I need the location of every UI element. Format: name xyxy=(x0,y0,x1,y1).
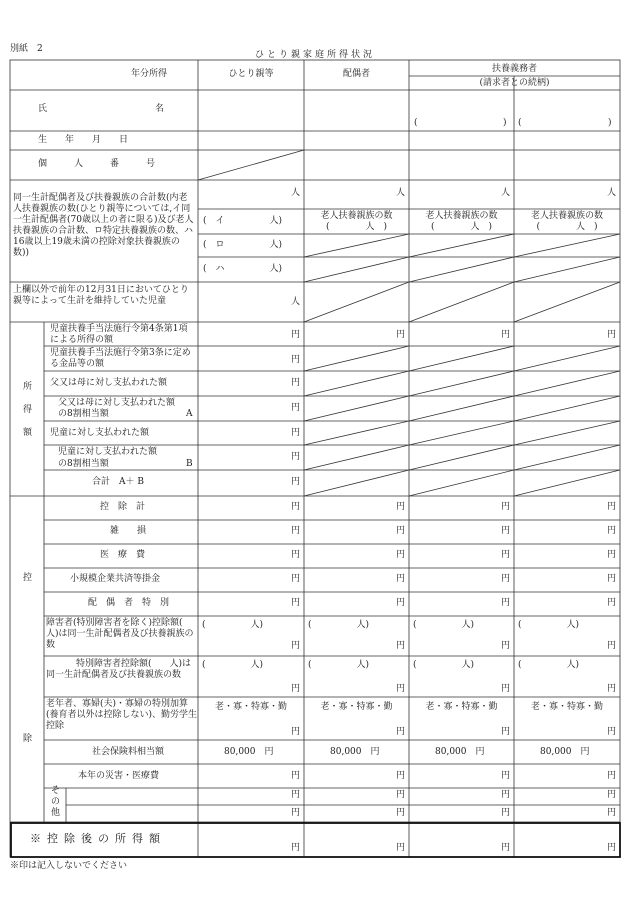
col-header-dependent: 扶養義務者 xyxy=(491,64,537,74)
col-header-relation: (請求者との続柄) xyxy=(479,78,550,88)
dependents-count-dep2: 人 xyxy=(606,188,616,198)
deduction-spouse-special-spouse-yen: 円 xyxy=(395,598,405,608)
elderly-count-spouse-paren: ( 人 ) xyxy=(325,222,388,232)
footnote: ※印は記入しないでください xyxy=(10,861,128,871)
deduction-medical-spouse-yen: 円 xyxy=(395,550,405,560)
col-header-spouse: 配偶者 xyxy=(342,69,370,79)
deduction-disaster-label: 本年の災害・医療費 xyxy=(78,771,160,781)
deduction-medical-parent-yen: 円 xyxy=(290,550,300,560)
deduction-misc-label: 雑 損 xyxy=(110,526,147,536)
col-header-item: 年分所得 xyxy=(130,69,167,79)
income-r2-parent-yen: 円 xyxy=(290,355,300,365)
annex-label: 別紙 2 xyxy=(10,44,43,54)
deduction-other-1-dep1-yen: 円 xyxy=(500,790,510,800)
deduction-spouse-special-dep2-yen: 円 xyxy=(606,598,616,608)
elderly-count-dep2-paren: ( 人 ) xyxy=(536,222,598,232)
income-section-char-1: 所 xyxy=(23,382,33,392)
deduction-paren-2-dep1: ( 人) xyxy=(413,660,475,670)
deduction-other-1-parent-yen: 円 xyxy=(290,790,300,800)
deduction-special-disabled-dep1-yen: 円 xyxy=(500,684,510,694)
deduction-smallbiz-dep1-yen: 円 xyxy=(500,574,510,584)
income-r1-dep2-yen: 円 xyxy=(606,330,616,340)
deduction-other-2-dep1-yen: 円 xyxy=(500,808,510,818)
income-row-paid-to-child: 児童に対し支払われた額 xyxy=(50,428,150,438)
deduction-disabled-dep1-yen: 円 xyxy=(500,641,510,651)
dependents-label: 同一生計配偶者及び扶養親族の合計数(内老人扶養親族の数(ひとり親等については,イ同一生計配偶者(70歳以上の者に限る)及び老人扶養親族の合計数、ロ特定扶養親族の数、ハ16歳以上19歳未満の控除対象扶養親族の数)) xyxy=(13,193,194,258)
deduction-other-char-2: の xyxy=(51,797,61,807)
deduction-widow-parent-yen: 円 xyxy=(290,727,300,737)
dependents-count-dep1: 人 xyxy=(500,188,510,198)
relation-paren-open-2: ( xyxy=(518,118,522,128)
social-insurance-parent: 80,000 円 xyxy=(224,747,274,757)
deduction-special-disabled-spouse-yen: 円 xyxy=(395,684,405,694)
deduction-total-parent-yen: 円 xyxy=(290,502,300,512)
deduction-spouse-special-parent-yen: 円 xyxy=(290,598,300,608)
dependents-ha: ( ハ 人) xyxy=(203,264,283,274)
deduction-disaster-parent-yen: 円 xyxy=(290,771,300,781)
deduction-other-2-dep2-yen: 円 xyxy=(606,808,616,818)
deduction-other-1-spouse-yen: 円 xyxy=(395,790,405,800)
deduction-smallbiz-dep2-yen: 円 xyxy=(606,574,616,584)
deduction-paren-2-spouse: ( 人) xyxy=(308,660,370,670)
col-header-parent: ひとり親等 xyxy=(228,69,274,79)
deduction-medical-dep1-yen: 円 xyxy=(500,550,510,560)
income-row-paid-to-parent-80-line2: の8割相当額 xyxy=(58,409,109,419)
dependents-count-parent: 人 xyxy=(290,188,300,198)
deduction-special-disabled-parent-yen: 円 xyxy=(290,684,300,694)
deduction-other-char-3: 他 xyxy=(51,808,61,818)
deduction-misc-dep1-yen: 円 xyxy=(500,526,510,536)
deduction-total-dep2-yen: 円 xyxy=(606,502,616,512)
deduction-misc-spouse-yen: 円 xyxy=(395,526,405,536)
deduction-paren-1-dep2: ( 人) xyxy=(518,620,580,630)
deduction-disabled-dep2-yen: 円 xyxy=(606,641,616,651)
relation-paren-close-1: ) xyxy=(503,118,507,128)
final-income-label: ※控除後の所得額 xyxy=(30,832,166,845)
final-income-dep2-yen: 円 xyxy=(606,843,616,853)
deduction-widow-spouse-yen: 円 xyxy=(395,727,405,737)
elderly-count-dep1-paren: ( 人 ) xyxy=(430,222,493,232)
deduction-paren-1-parent: ( 人) xyxy=(202,620,264,630)
deduction-total-label: 控 除 計 xyxy=(100,502,146,512)
deduction-medical-dep2-yen: 円 xyxy=(606,550,616,560)
elderly-count-spouse: 老人扶養親族の数 xyxy=(320,211,393,221)
deduction-other-2-spouse-yen: 円 xyxy=(395,808,405,818)
widow-options-spouse: 老・寡・特寡・勤 xyxy=(320,702,393,712)
deduction-disaster-dep2-yen: 円 xyxy=(606,771,616,781)
income-total-parent-yen: 円 xyxy=(290,477,300,487)
deduction-spouse-special-dep1-yen: 円 xyxy=(500,598,510,608)
name-label: 氏 名 xyxy=(38,104,165,114)
children-label: 上欄以外で前年の12月31日においてひとり親等によって生計を維持していた児童 xyxy=(13,285,189,306)
income-mark-b: B xyxy=(186,459,193,469)
birthdate-label: 生 年 月 日 xyxy=(38,135,129,145)
deduction-paren-2-dep2: ( 人) xyxy=(518,660,580,670)
deduction-medical-label: 医 療 費 xyxy=(100,550,146,560)
income-section-char-2: 得 xyxy=(23,405,33,415)
income-r1-spouse-yen: 円 xyxy=(395,330,405,340)
deduction-total-spouse-yen: 円 xyxy=(395,502,405,512)
final-income-parent-yen: 円 xyxy=(290,843,300,853)
deduction-misc-dep2-yen: 円 xyxy=(606,526,616,536)
deduction-widow-label: 老年者、寡婦(夫)・寡婦の特別加算(養育者以外は控除しない)、勤労学生控除 xyxy=(46,699,198,731)
income-row-paid-to-parent: 父又は母に対し支払われた額 xyxy=(50,378,168,388)
income-row-paid-to-child-80-line2: の8割相当額 xyxy=(58,459,109,469)
deduction-disaster-dep1-yen: 円 xyxy=(500,771,510,781)
deduction-spouse-special-label: 配 偶 者 特 別 xyxy=(88,598,170,608)
final-income-spouse-yen: 円 xyxy=(395,843,405,853)
deduction-total-dep1-yen: 円 xyxy=(500,502,510,512)
deduction-widow-dep2-yen: 円 xyxy=(606,727,616,737)
widow-options-dep1: 老・寡・特寡・勤 xyxy=(425,702,498,712)
deduction-smallbiz-label: 小規模企業共済等掛金 xyxy=(70,574,161,584)
final-income-dep1-yen: 円 xyxy=(500,843,510,853)
deduction-disabled-label: 障害者(特別障害者を除く)控除額( 人)は同一生計配偶者及び扶養親族の数 xyxy=(46,618,201,650)
income-r3-parent-yen: 円 xyxy=(290,378,300,388)
social-insurance-dep1: 80,000 円 xyxy=(435,747,485,757)
income-row-paid-to-child-80: 児童に対し支払われた額 xyxy=(58,447,158,457)
form-title: ひとり親家庭所得状況 xyxy=(254,50,375,60)
deduction-social-insurance-label: 社会保険料相当額 xyxy=(92,747,165,757)
deduction-misc-parent-yen: 円 xyxy=(290,526,300,536)
widow-options-dep2: 老・寡・特寡・勤 xyxy=(530,702,603,712)
income-r5-parent-yen: 円 xyxy=(290,428,300,438)
deduction-smallbiz-parent-yen: 円 xyxy=(290,574,300,584)
deduction-disaster-spouse-yen: 円 xyxy=(395,771,405,781)
deduction-smallbiz-spouse-yen: 円 xyxy=(395,574,405,584)
deduction-section-char-2: 除 xyxy=(23,734,33,744)
income-row-ordinance-4: 児童扶養手当法施行令第4条第1項による所得の額 xyxy=(50,324,188,345)
income-row-ordinance-3: 児童扶養手当法施行令第3条に定める金品等の額 xyxy=(50,348,191,369)
dependents-i: ( イ 人) xyxy=(203,216,283,226)
deduction-other-char-1: そ xyxy=(51,786,61,796)
relation-paren-open-1: ( xyxy=(414,118,418,128)
deduction-special-disabled-label: 特別障害者控除額( 人)は同一生計配偶者及び扶養親族の数 xyxy=(46,659,192,680)
dependents-ro: ( ロ 人) xyxy=(203,240,283,250)
deduction-paren-1-dep1: ( 人) xyxy=(413,620,475,630)
deduction-other-2-parent-yen: 円 xyxy=(290,808,300,818)
deduction-paren-2-parent: ( 人) xyxy=(202,660,264,670)
income-r1-parent-yen: 円 xyxy=(290,330,300,340)
income-total-label: 合計 A＋ B xyxy=(92,477,144,487)
deduction-other-1-dep2-yen: 円 xyxy=(606,790,616,800)
social-insurance-spouse: 80,000 円 xyxy=(330,747,380,757)
deduction-section-char-1: 控 xyxy=(23,573,33,583)
deduction-special-disabled-dep2-yen: 円 xyxy=(606,684,616,694)
elderly-count-dep2: 老人扶養親族の数 xyxy=(530,211,603,221)
income-r1-dep1-yen: 円 xyxy=(500,330,510,340)
widow-options-parent: 老・寡・特寡・勤 xyxy=(214,702,287,712)
relation-paren-close-2: ) xyxy=(608,118,612,128)
individual-number-label: 個 人 番 号 xyxy=(38,159,156,169)
income-r6-parent-yen: 円 xyxy=(290,452,300,462)
income-r4-parent-yen: 円 xyxy=(290,403,300,413)
elderly-count-dep1: 老人扶養親族の数 xyxy=(425,211,498,221)
deduction-disabled-parent-yen: 円 xyxy=(290,641,300,651)
income-row-paid-to-parent-80: 父又は母に対し支払われた額 xyxy=(58,398,176,408)
children-count-parent: 人 xyxy=(290,297,300,307)
deduction-widow-dep1-yen: 円 xyxy=(500,727,510,737)
income-section-char-3: 額 xyxy=(23,428,33,438)
income-mark-a: A xyxy=(186,409,193,419)
dependents-count-spouse: 人 xyxy=(395,188,405,198)
deduction-paren-1-spouse: ( 人) xyxy=(308,620,370,630)
social-insurance-dep2: 80,000 円 xyxy=(540,747,590,757)
deduction-disabled-spouse-yen: 円 xyxy=(395,641,405,651)
